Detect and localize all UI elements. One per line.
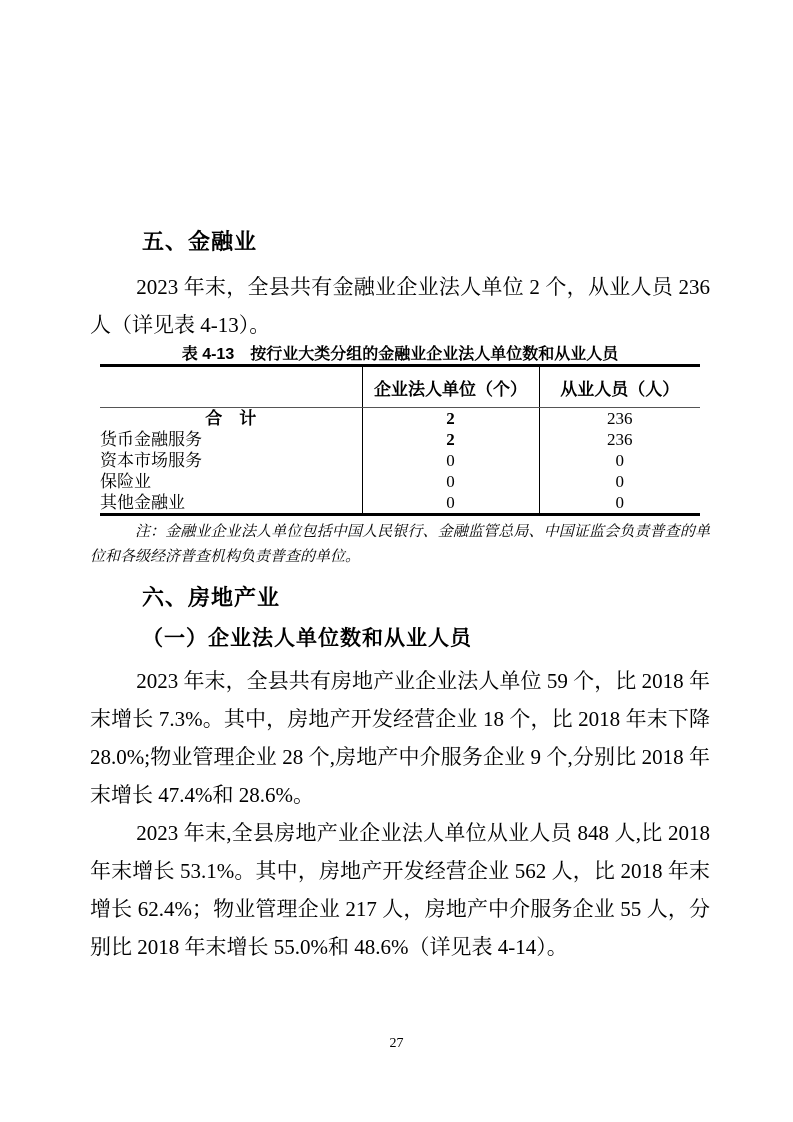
page-number: 27 xyxy=(389,1036,404,1051)
row-employees-value: 0 xyxy=(539,471,700,492)
table-header-row xyxy=(100,366,700,408)
table-row-total xyxy=(100,408,700,430)
row-label: 其他金融业 xyxy=(100,493,185,512)
realestate-paragraph-2: 2023 年末,全县房地产业企业法人单位从业人员 848 人,比 2018 年末增长 53.1%。其中，房地产开发经营企业 562 人，比 2018 年末增长 62.4%；物业管理企业 217 人，房地产中介服务企业 55 人，分别比 2018 年末增长 55.0%和 48.6%（详见表 4-14）。 xyxy=(90,821,710,959)
row-employees-value: 236 xyxy=(539,408,700,430)
row-employees-value: 0 xyxy=(539,492,700,515)
page-content xyxy=(90,228,710,966)
row-units-value: 0 xyxy=(362,471,539,492)
table-row-capital-market xyxy=(100,450,700,471)
table-4-13 xyxy=(100,364,700,516)
table-note: 注：金融业企业法人单位包括中国人民银行、金融监管总局、中国证监会负责普查的单位和各级经济普查机构负责普查的单位。 xyxy=(90,524,710,565)
finance-paragraph: 2023 年末，全县共有金融业企业法人单位 2 个，从业人员 236 人（详见表 4-13）。 xyxy=(90,275,710,337)
table-row-monetary-finance xyxy=(100,429,700,450)
realestate-paragraph-1: 2023 年末，全县共有房地产业企业法人单位 59 个，比 2018 年末增长 7.3%。其中，房地产开发经营企业 18 个，比 2018 年末下降 28.0%;物业管理企业 28 个,房地产中介服务企业 9 个,分别比 2018 年末增长 47.4%和 28.6%。 xyxy=(90,669,710,807)
row-employees-value: 236 xyxy=(539,429,700,450)
row-units-value: 0 xyxy=(362,450,539,471)
table-header-units: 企业法人单位（个） xyxy=(362,366,539,408)
row-label: 资本市场服务 xyxy=(100,451,202,470)
row-units-value: 2 xyxy=(362,429,539,450)
section-heading-realestate: 六、房地产业 xyxy=(142,585,281,610)
row-employees-value: 0 xyxy=(539,450,700,471)
row-label: 货币金融服务 xyxy=(100,430,202,449)
table-header-employees: 从业人员（人） xyxy=(539,366,700,408)
row-label: 保险业 xyxy=(100,472,151,491)
row-units-value: 2 xyxy=(362,408,539,430)
table-header-blank xyxy=(100,366,362,408)
section-heading-finance: 五、金融业 xyxy=(142,229,258,254)
table-row-insurance xyxy=(100,471,700,492)
table-4-13-title: 表 4-13 按行业大类分组的金融业企业法人单位数和从业人员 xyxy=(181,346,619,363)
subsection-heading-units-employees: （一）企业法人单位数和从业人员 xyxy=(142,626,472,650)
table-row-other-finance xyxy=(100,492,700,515)
row-label: 合 计 xyxy=(205,409,257,428)
row-units-value: 0 xyxy=(362,492,539,515)
